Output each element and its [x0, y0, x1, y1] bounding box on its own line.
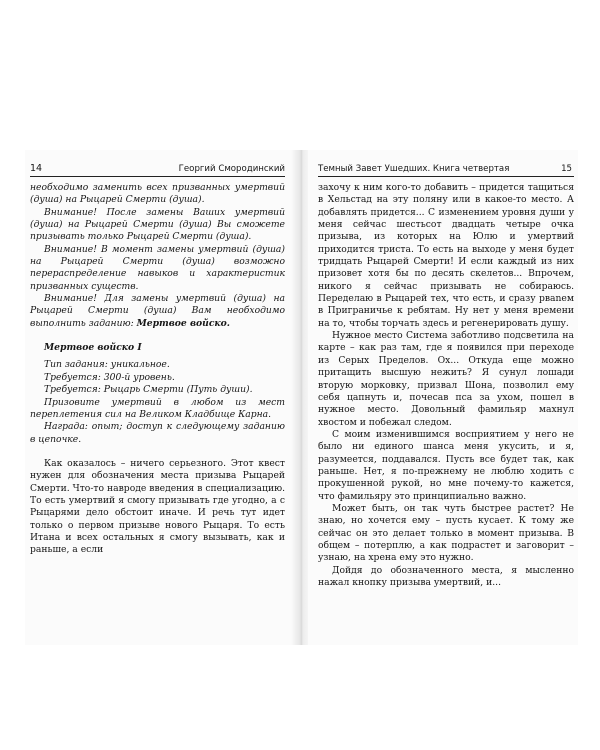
- left-page-number: 14: [30, 163, 43, 174]
- narrative-paragraph: Нужное место Система заботливо подсветила на карте – как раз там, где я появился при переходе из Серых Пределов. Ох... Откуда еще можно притащить высшую нежить? Я сунул лошади вторую морковку, призвал Шона, позволил ему себя цапнуть и, почесав пса за ухом, пошел в нужное место. Довольный фамильяр махнул хвостом и побежал следом.: [318, 330, 574, 428]
- narrative-paragraph: захочу к ним кого-то добавить – придется тащиться в Хельстад на эту поляну или в какое-то место. А добавлять придется... С изменением уровня души у меня сейчас шестьсот двадцать четыре очка призыва, из которых на Юлю и умертвий приходится триста. То есть на выходе у меня будет тридцать Рыцарей Смерти! И если каждый из них призовет хотя бы по десять скелетов... Впрочем, никого я сейчас призывать не собираюсь. Переделаю в Рыцарей тех, что есть, и сразу рвanем в Приграничье к ребятам. Ну нет у меня времени на то, чтобы торчать здесь и регенерировать душу.: [318, 182, 574, 329]
- quest-line: Требуется: 300-й уровень.: [44, 371, 175, 383]
- quest-title: Мертвое войско I: [44, 342, 142, 354]
- right-running-head-title: Темный Завет Ушедших. Книга четвертая: [318, 164, 510, 174]
- quest-line: Требуется: Рыцарь Смерти (Путь души).: [44, 384, 253, 396]
- final-notice-task: Мертвое войско.: [136, 317, 230, 329]
- system-message: Внимание! В момент замены умертвий (душа) на Рыцарей Смерти (душа) возможно перераспределение навыков и характеристик призванных существ.: [30, 243, 285, 292]
- right-page-number: 15: [561, 164, 572, 174]
- left-running-head-author: Георгий Смородинский: [178, 164, 285, 174]
- quest-block: [30, 342, 285, 446]
- left-body-text: [30, 182, 285, 557]
- right-body-text: [318, 182, 574, 589]
- left-page: [25, 150, 293, 645]
- system-message: необходимо заменить всех призванных умертвий (душа) на Рыцарей Смерти (душа).: [30, 182, 285, 206]
- final-notice-text: Внимание! Для замены умертвий (душа) на Рыцарей Смерти (душа) Вам необходимо выполнить заданию:: [30, 293, 285, 329]
- narrative-paragraph: Как оказалось – ничего серьезного. Этот квест нужен для обозначения места призыва Рыцарей Смерти. Что-то навроде введения в специализацию. То есть умертвий я смогу призывать где угодно, а с Рыцарями дело обстоит иначе. И речь тут идет только о первом призыве нового Рыцаря. То есть Итана и всех остальных я смогу вызывать, как и раньше, а если: [30, 457, 285, 556]
- narrative-paragraph: С моим изменившимся восприятием у него не было ни единого шанса меня укусить, и я, разумеется, поддавался. Пусть все будет так, как раньше. Нет, я по-прежнему не люблю ходить с прокушенной рукой, но мне почему-то кажется, что фамильяру это принципиально важно.: [318, 428, 574, 502]
- narrative-paragraph: Дойдя до обозначенного места, я мысленно нажал кнопку призыва умертвий, и...: [318, 564, 574, 588]
- system-message-final: [30, 293, 285, 330]
- spacer: [30, 330, 285, 342]
- system-message: Внимание! После замены Ваших умертвий (душа) на Рыцарей Смерти (душа) Вы сможете призывать только Рыцарей Смерти (душа).: [30, 206, 285, 243]
- quest-line: Награда: опыт; доступ к следующему заданию в цепочке.: [30, 421, 285, 445]
- left-running-header: [30, 158, 285, 177]
- quest-line: Тип задания: уникальное.: [44, 359, 170, 371]
- spacer: [30, 446, 285, 458]
- right-page: [308, 150, 578, 645]
- quest-line: Призовите умертвий в любом из мест переплетения сил на Великом Кладбище Карна.: [30, 396, 285, 420]
- right-running-header: [318, 158, 574, 177]
- system-messages: [30, 182, 285, 330]
- narrative-paragraph: Может быть, он так чуть быстрее растет? Не знаю, но хочется ему – пусть кусает. К тому же сейчас он это делает только в момент призыва. В общем – потерплю, а как подрастет и заговорит – узнаю, на хрена ему это нужно.: [318, 502, 574, 564]
